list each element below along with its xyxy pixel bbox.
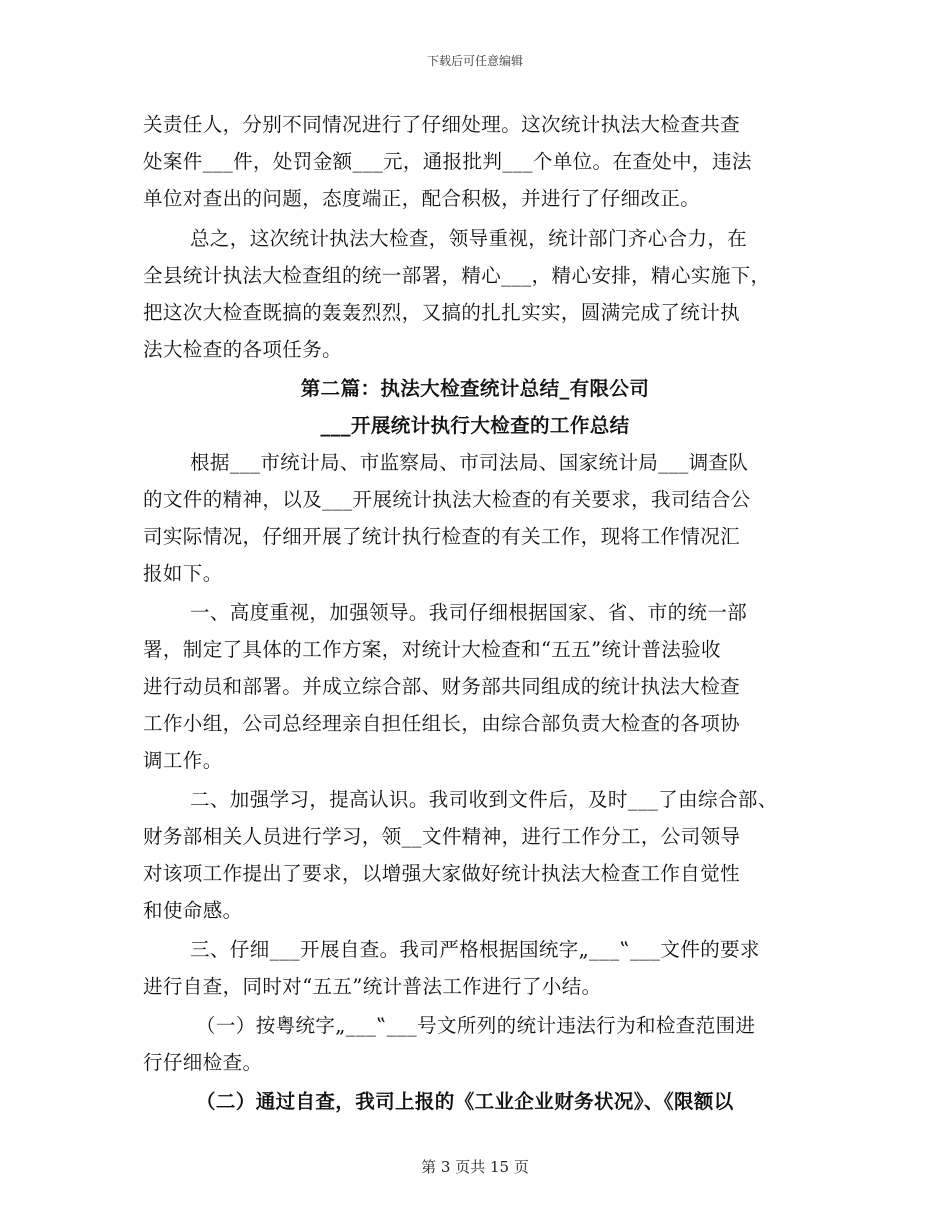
paragraph-line: 法大检查的各项任务。: [143, 338, 343, 361]
section-subtitle: ___开展统计执行大检查的工作总结: [320, 414, 630, 437]
paragraph-line: 全县统计执法大检查组的统一部署，精心___，精心安排，精心实施下，: [143, 264, 771, 287]
page-header: 下载后可任意编辑: [426, 54, 523, 68]
paragraph-line: 报如下。: [143, 562, 223, 585]
paragraph-line: 财务部相关人员进行学习，领__文件精神，进行工作分工，公司领导: [143, 825, 741, 848]
paragraph-line: （一）按粤统字„___‟___号文所列的统计违法行为和检查范围进: [196, 1014, 756, 1037]
paragraph-line: 行仔细检查。: [143, 1051, 263, 1074]
paragraph-line: 处案件___件，处罚金额___元，通报批判___个单位。在查处中，违法: [143, 150, 752, 173]
paragraph-line: 根据___市统计局、市监察局、市司法局、国家统计局___调查队: [190, 451, 749, 474]
paragraph-line: 和使命感。: [143, 899, 243, 922]
paragraph-line: 三、仔细___开展自查。我司严格根据国统字„___‟___文件的要求: [190, 938, 760, 961]
paragraph-line: 一、高度重视，加强领导。我司仔细根据国家、省、市的统一部: [190, 601, 748, 624]
paragraph-line: 司实际情况，仔细开展了统计执行检查的有关工作，现将工作情况汇: [143, 525, 741, 548]
paragraph-line: 署，制定了具体的工作方案，对统计大检查和“五五”统计普法验收: [143, 638, 721, 661]
paragraph-line: 二、加强学习，提高认识。我司收到文件后，及时___了由综合部、: [190, 788, 778, 811]
page-footer: 第 3 页共 15 页: [421, 1158, 529, 1176]
paragraph-line: 总之，这次统计执法大检查，领导重视，统计部门齐心合力，在: [190, 227, 748, 250]
paragraph-line: 对该项工作提出了要求，以增强大家做好统计执法大检查工作自觉性: [143, 862, 741, 885]
paragraph-line: （二）通过自查，我司上报的《工业企业财务状况》、《限额以: [196, 1090, 734, 1113]
paragraph-line: 关责任人，分别不同情况进行了仔细处理。这次统计执法大检查共查: [143, 113, 741, 136]
paragraph-line: 进行动员和部署。并成立综合部、财务部共同组成的统计执法大检查: [143, 675, 741, 698]
paragraph-line: 把这次大检查既搞的轰轰烈烈，又搞的扎扎实实，圆满完成了统计执: [143, 301, 741, 324]
paragraph-line: 的文件的精神，以及___开展统计执法大检查的有关要求，我司结合公: [143, 488, 751, 511]
paragraph-line: 进行自查，同时对“五五”统计普法工作进行了小结。: [143, 975, 602, 998]
paragraph-line: 调工作。: [143, 749, 223, 772]
paragraph-line: 工作小组，公司总经理亲自担任组长，由综合部负责大检查的各项协: [143, 712, 741, 735]
paragraph-line: 单位对查出的问题，态度端正，配合积极，并进行了仔细改正。: [143, 187, 701, 210]
section-title: 第二篇：执法大检查统计总结_有限公司: [300, 377, 650, 400]
